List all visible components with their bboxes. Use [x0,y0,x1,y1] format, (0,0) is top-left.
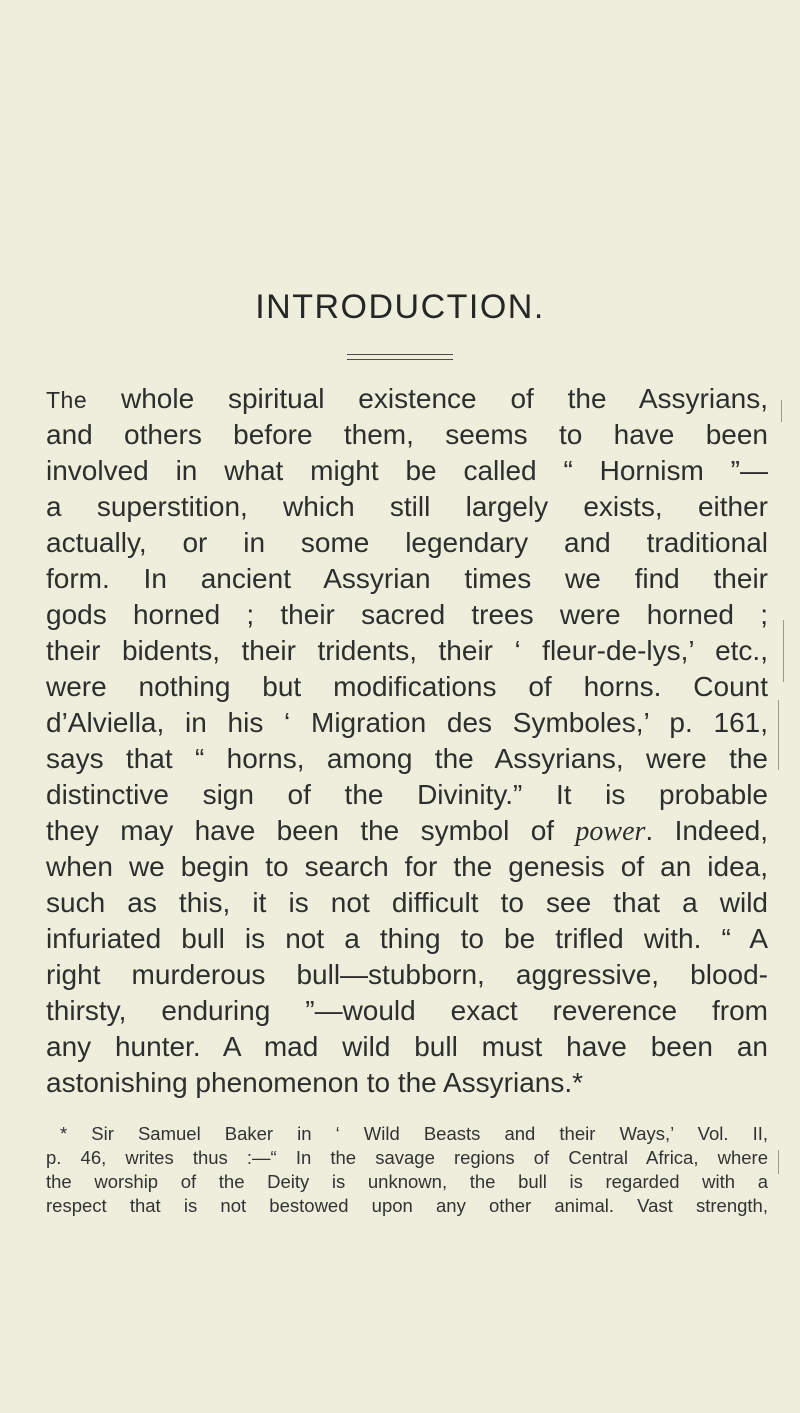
body-line: a superstition, which still largely exists, either [46,491,768,522]
body-line: The whole spiritual existence of the Assyrians, [46,383,768,414]
title-rule-bottom [347,359,453,360]
emphasis-power: power [575,816,646,847]
body-line: infuriated bull is not a thing to be trifled with. “ A [46,923,768,954]
body-line: actually, or in some legendary and traditional [46,527,768,558]
body-line: their bidents, their tridents, their ‘ fleur-de-lys,’ etc., [46,635,768,666]
body-line: form. In ancient Assyrian times we find their [46,563,768,594]
gutter-mark [783,620,784,682]
body-line: involved in what might be called “ Hornism ”— [46,455,768,486]
body-line: gods horned ; their sacred trees were horned ; [46,599,768,630]
footnote [46,1122,768,1218]
footnote-line: p. 46, writes thus :—“ In the savage regions of Central Africa, where [46,1147,768,1168]
body-line: when we begin to search for the genesis of an idea, [46,851,768,882]
body-line: says that “ horns, among the Assyrians, were the [46,743,768,774]
gutter-mark [781,400,782,422]
body-paragraph [46,381,768,1101]
body-line: distinctive sign of the Divinity.” It is probable [46,779,768,810]
body-line: were nothing but modifications of horns. Count [46,671,768,702]
body-line: any hunter. A mad wild bull must have been an [46,1031,768,1062]
title-rule-top [347,354,453,355]
footnote-line: the worship of the Deity is unknown, the bull is regarded with a [46,1171,768,1192]
gutter-mark [778,1150,779,1174]
body-line: and others before them, seems to have been [46,419,768,450]
body-line: they may have been the symbol of power. Indeed, [46,815,768,847]
body-line: right murderous bull—stubborn, aggressive, blood- [46,959,768,990]
footnote-line: * Sir Samuel Baker in ‘ Wild Beasts and their Ways,’ Vol. II, [60,1123,768,1144]
body-line: d’Alviella, in his ‘ Migration des Symboles,’ p. 161, [46,707,768,738]
body-line: such as this, it is not difficult to see that a wild [46,887,768,918]
footnote-line: respect that is not bestowed upon any other animal. Vast strength, [46,1195,768,1216]
chapter-title: INTRODUCTION. [255,288,545,326]
body-line: thirsty, enduring ”—would exact reverence from [46,995,768,1026]
gutter-mark [778,700,779,770]
body-line: astonishing phenomenon to the Assyrians.* [46,1067,584,1098]
